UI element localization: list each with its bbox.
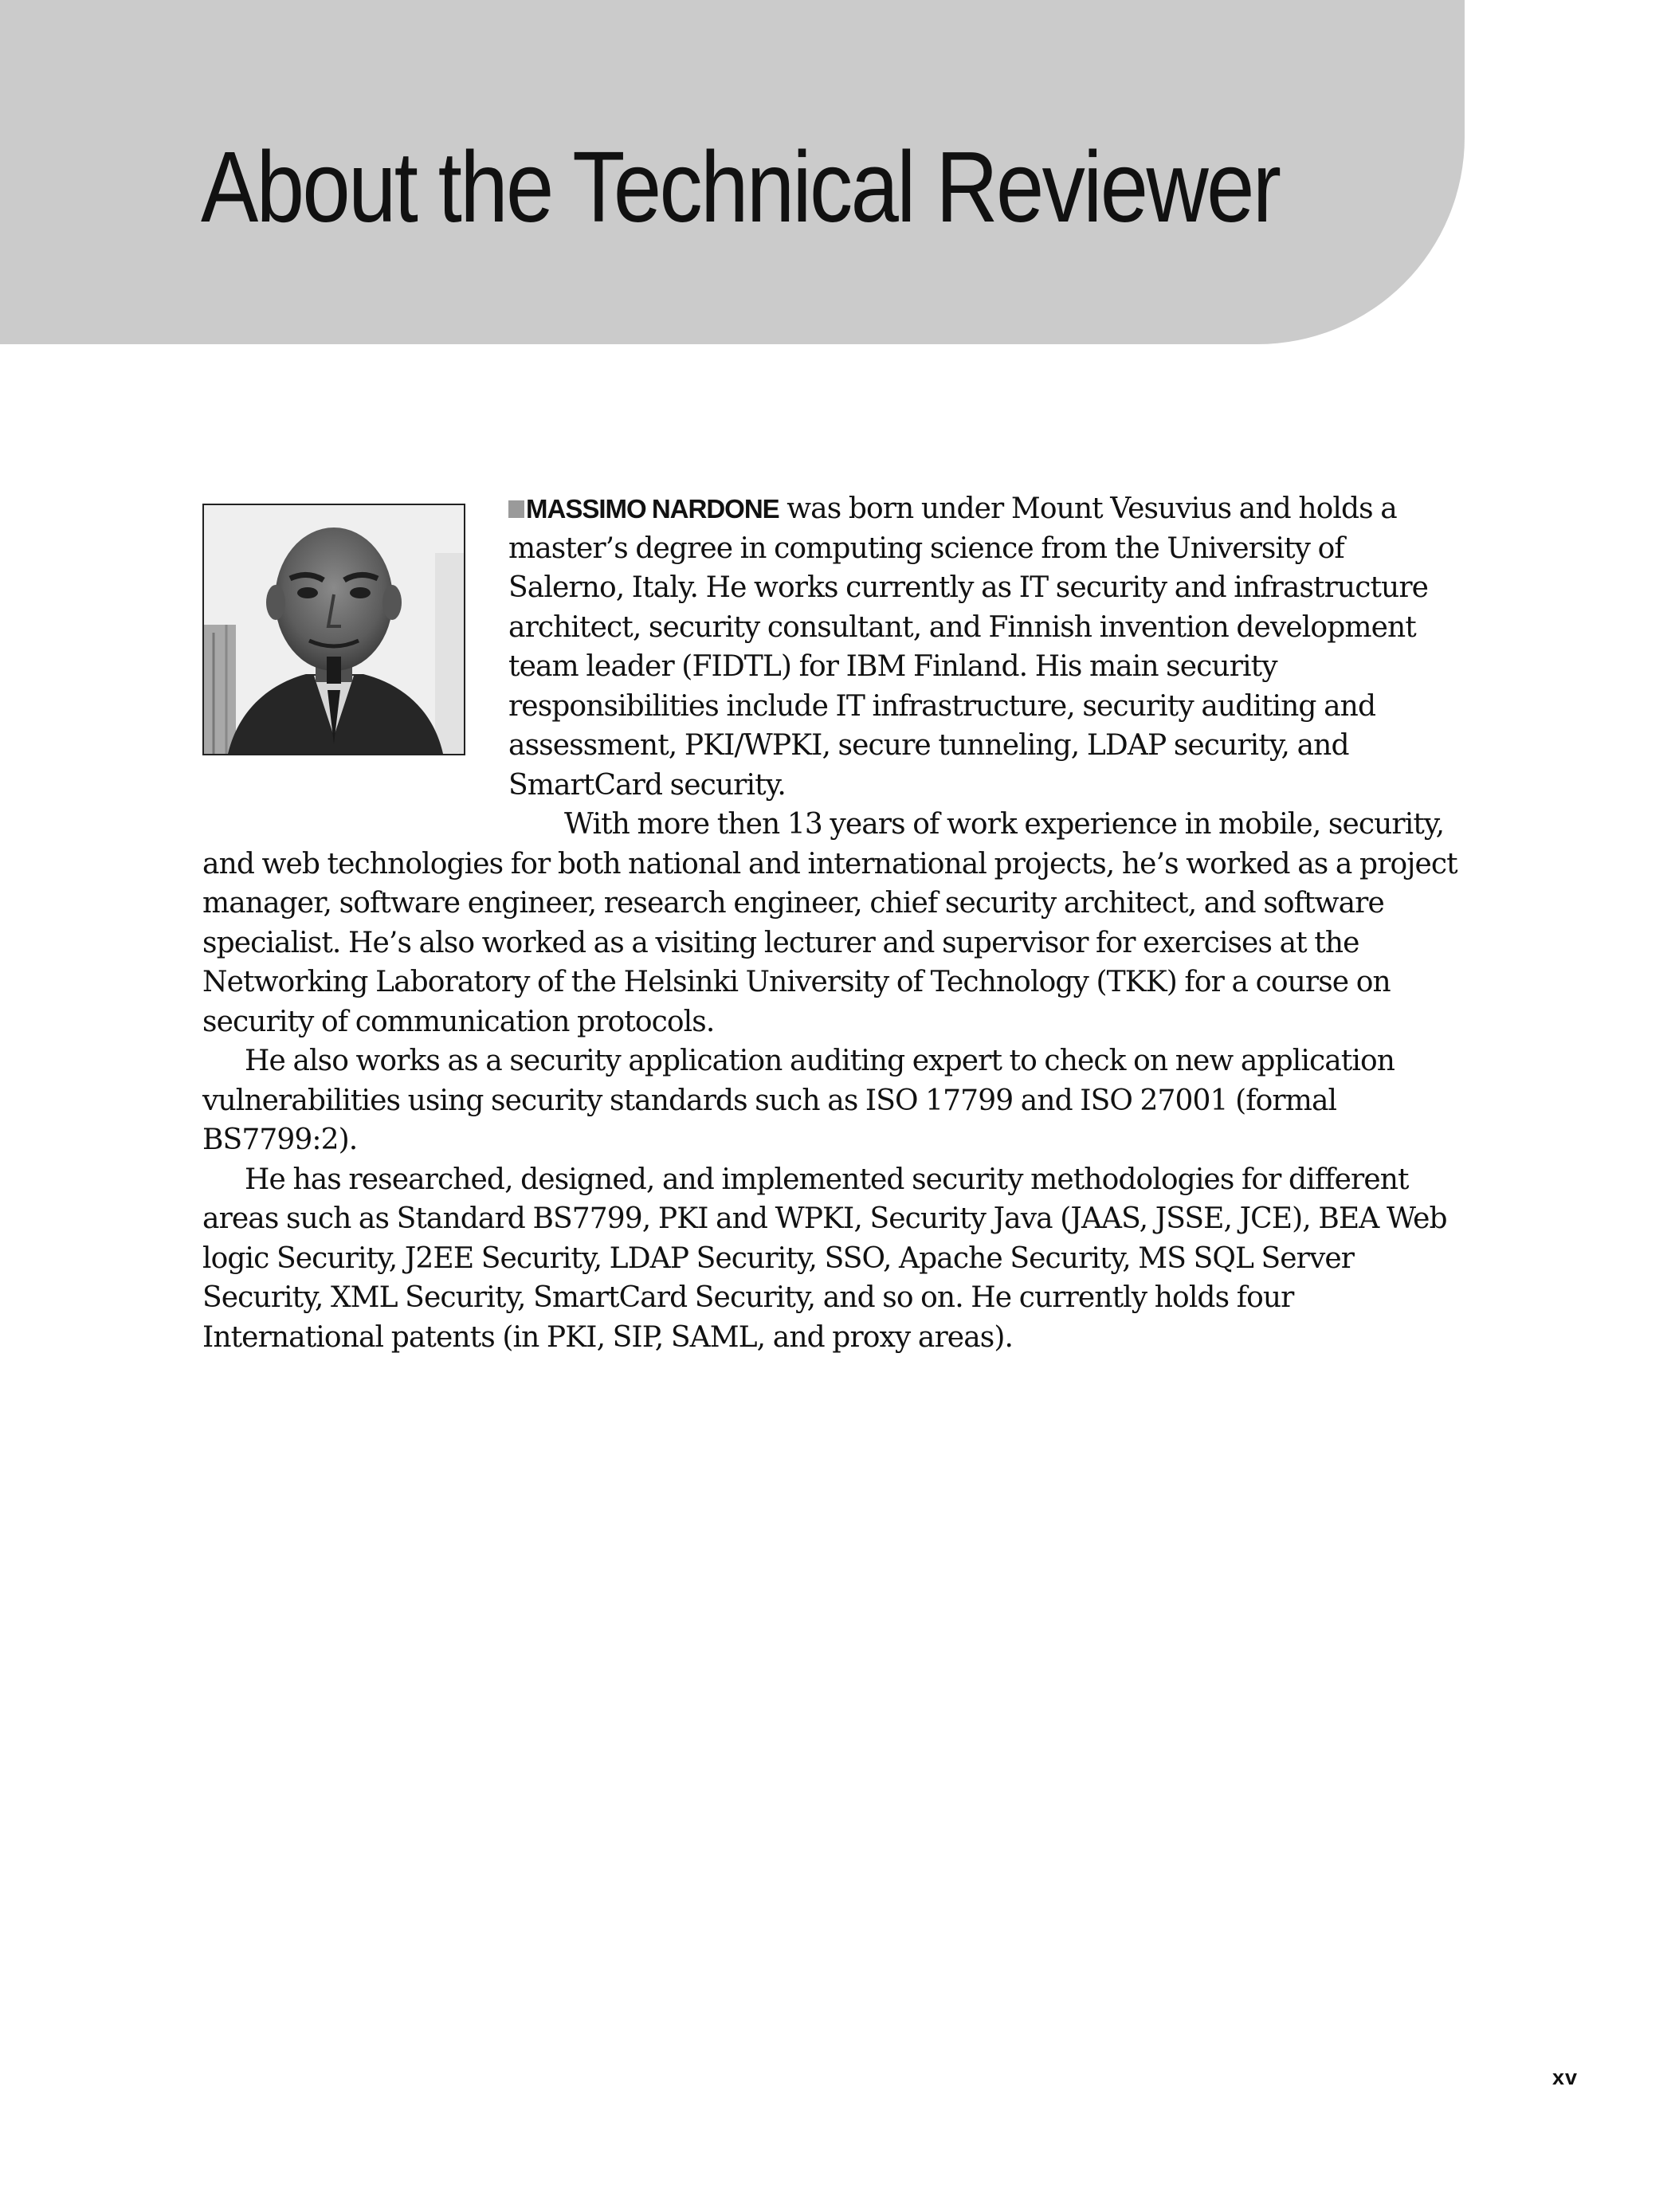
- bio-paragraph-auditing: He also works as a security application auditing expert to check on new application vulnerabilities using security standards such as ISO 17799 and ISO 27001 (formal BS7799:2).: [202, 1045, 1395, 1156]
- bio-intro-text: was born under Mount Vesuvius and holds a master’s degree in computing science from the University of Salerno, Italy. He works currently as IT security and infrastructure architect, security consultant, and Finnish invention development team leader (FIDTL) for IBM Finland. His main security responsibilities include IT infrastructure, security auditing and assessment, PKI/WPKI, secure tunneling, LDAP security, and SmartCard security.: [508, 492, 1429, 802]
- bio-paragraph-research: He has researched, designed, and implemented security methodologies for different areas such as Standard BS7799, PKI and WPKI, Security Java (JAAS, JSSE, JCE), BEA Web logic Security, J2EE Security, LDAP Security, SSO, Apache Security, MS SQL Server Security, XML Security, SmartCard Security, and so on. He currently holds four International patents (in PKI, SIP, SAML, and proxy areas).: [202, 1163, 1447, 1354]
- bio-paragraph-experience: With more then 13 years of work experience in mobile, security, and web technologies for both national and international projects, he’s worked as a project manager, software engineer, research engineer, chief security architect, and software specialist. He’s also worked as a visiting lecturer and supervisor for exercises at the Networking Laboratory of the Helsinki University of Technology (TKK) for a course on security of communication protocols.: [202, 808, 1457, 1038]
- square-bullet-icon: [508, 500, 524, 518]
- page-number: xv: [1552, 2065, 1579, 2089]
- page-title: About the Technical Reviewer: [201, 131, 1280, 243]
- bio-paragraph-intro: [202, 489, 1461, 805]
- reviewer-bio: [202, 489, 1461, 1357]
- reviewer-name: MASSIMO NARDONE: [526, 494, 779, 524]
